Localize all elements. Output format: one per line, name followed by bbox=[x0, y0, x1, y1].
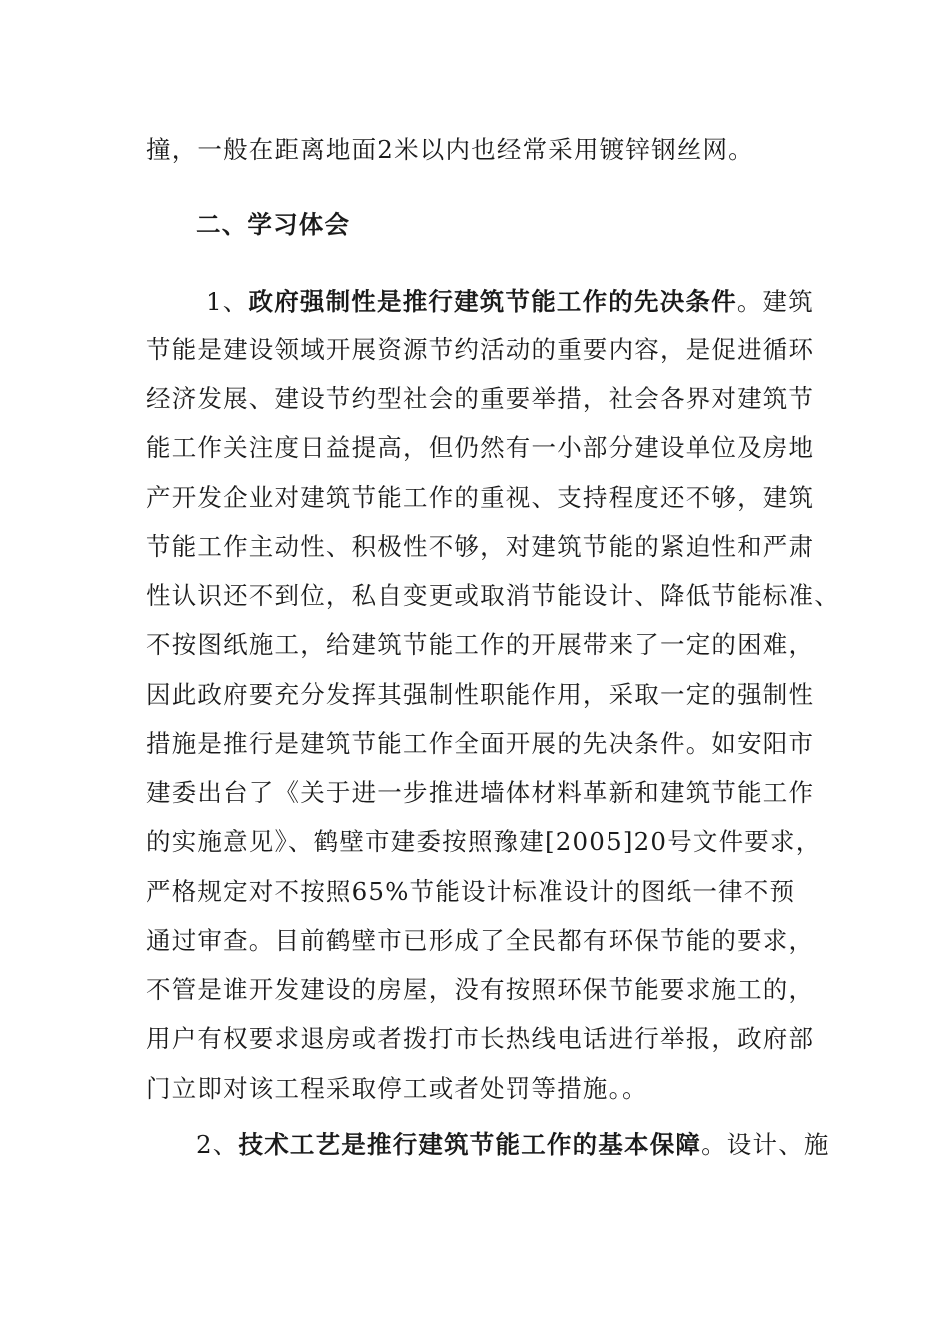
text-line: 严格规定对不按照65%节能设计标准设计的图纸一律不预 bbox=[146, 877, 796, 906]
text-line: 经济发展、建设节约型社会的重要举措，社会各界对建筑节 bbox=[146, 384, 815, 413]
paragraph-1-first-line bbox=[206, 287, 814, 317]
text-line: 措施是推行是建筑节能工作全面开展的先决条件。如安阳市 bbox=[146, 729, 815, 758]
text-line: 性认识还不到位，私自变更或取消节能设计、降低节能标准、 bbox=[146, 581, 840, 610]
text-line: 节能是建设领域开展资源节约活动的重要内容，是促进循环 bbox=[146, 335, 815, 364]
text-line: 通过审查。目前鹤壁市已形成了全民都有环保节能的要求， bbox=[146, 926, 815, 955]
text-line: 建委出台了《关于进一步推进墙体材料革新和建筑节能工作 bbox=[146, 778, 815, 807]
paragraph-2-first-line bbox=[196, 1130, 830, 1160]
text-line: 的实施意见》、鹤壁市建委按照豫建[2005]20号文件要求， bbox=[146, 827, 822, 856]
text-line: 因此政府要充分发挥其强制性职能作用，采取一定的强制性 bbox=[146, 680, 815, 709]
paragraph-number: 2、 bbox=[196, 1130, 239, 1159]
paragraph-text: 。设计、施 bbox=[701, 1130, 830, 1159]
text-line: 用户有权要求退房或者拨打市长热线电话进行举报，政府部 bbox=[146, 1024, 815, 1053]
paragraph-bold-lead: 政府强制性是推行建筑节能工作的先决条件 bbox=[248, 287, 737, 316]
text-line: 产开发企业对建筑节能工作的重视、支持程度还不够，建筑 bbox=[146, 483, 815, 512]
text-line: 能工作关注度日益提高，但仍然有一小部分建设单位及房地 bbox=[146, 433, 815, 462]
text-line: 不按图纸施工，给建筑节能工作的开展带来了一定的困难， bbox=[146, 630, 815, 659]
text-line: 节能工作主动性、积极性不够，对建筑节能的紧迫性和严肃 bbox=[146, 532, 815, 561]
paragraph-bold-lead: 技术工艺是推行建筑节能工作的基本保障 bbox=[238, 1130, 702, 1159]
paragraph-text: 。建筑 bbox=[736, 287, 814, 316]
text-line: 门立即对该工程采取停工或者处罚等措施。。 bbox=[146, 1074, 648, 1103]
text-line: 撞，一般在距离地面2米以内也经常采用镀锌钢丝网。 bbox=[146, 135, 754, 164]
paragraph-number: 1、 bbox=[206, 287, 249, 316]
section-heading: 二、学习体会 bbox=[196, 210, 351, 239]
text-line: 不管是谁开发建设的房屋，没有按照环保节能要求施工的， bbox=[146, 975, 815, 1004]
